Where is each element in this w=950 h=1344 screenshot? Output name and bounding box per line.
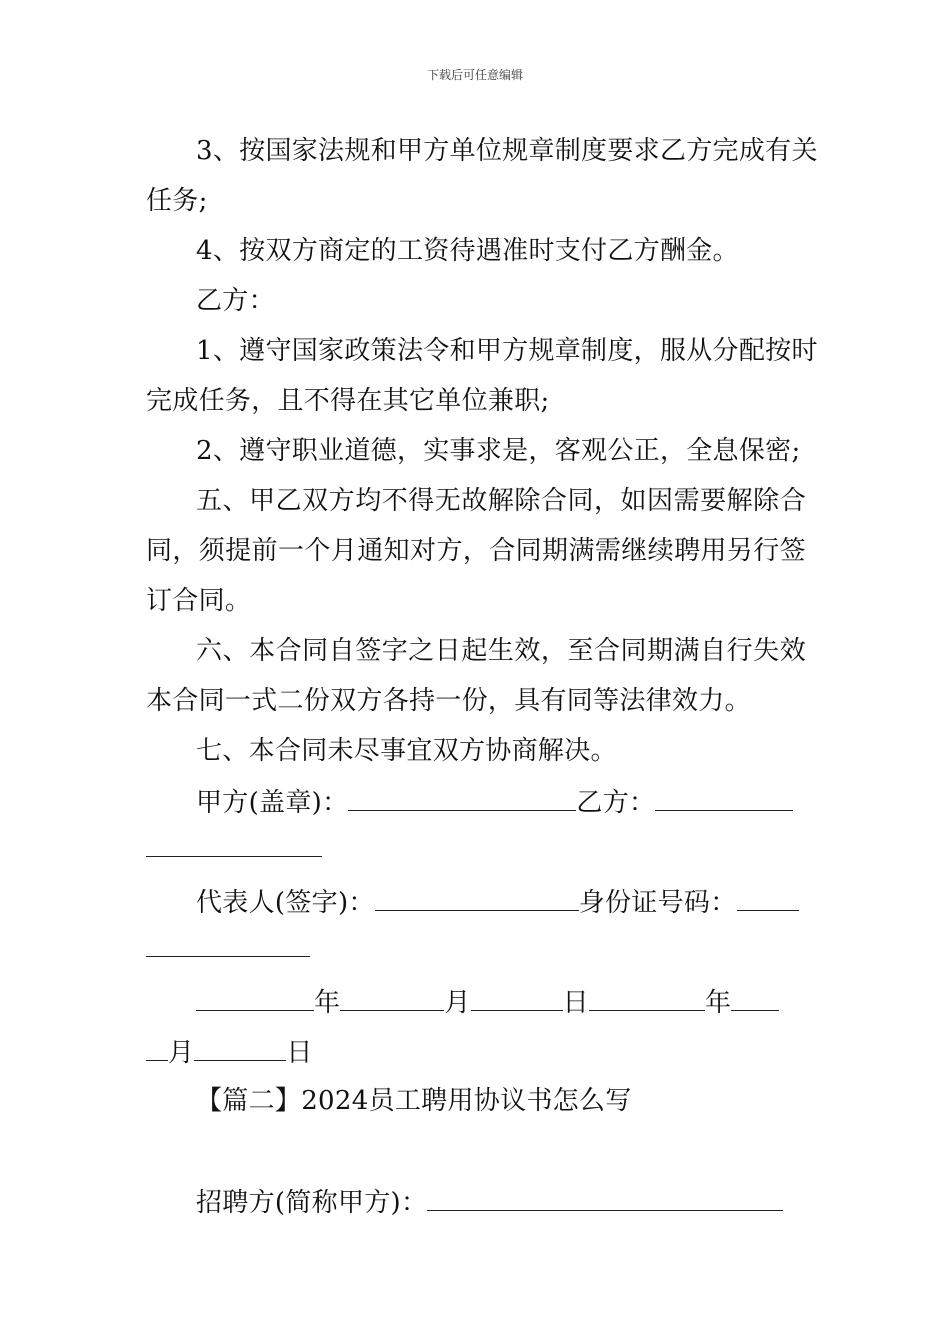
party-b-blank-continued[interactable]: [146, 856, 322, 857]
year-label: 年: [314, 988, 341, 1018]
paragraph-line: 本合同一式二份双方各持一份，具有同等法律效力。: [146, 686, 751, 716]
paragraph-line: 订合同。: [146, 586, 252, 616]
id-number-label: 身份证号码：: [578, 888, 737, 918]
date-line: [196, 986, 806, 1018]
day-label-2: 日: [286, 1038, 313, 1068]
month-blank-2-continued[interactable]: [146, 1036, 168, 1061]
party-b-blank[interactable]: [655, 786, 793, 811]
day-blank[interactable]: [471, 986, 563, 1011]
year-label-2: 年: [704, 988, 732, 1018]
signature-party-line: [196, 786, 806, 818]
year-blank-2[interactable]: [589, 986, 705, 1011]
day-blank-2[interactable]: [194, 1036, 286, 1061]
employer-label: 招聘方(简称甲方)：: [196, 1188, 428, 1218]
paragraph-line: 乙方：: [196, 286, 275, 316]
paragraph-line: 3、按国家法规和甲方单位规章制度要求乙方完成有关: [196, 136, 818, 166]
representative-blank[interactable]: [375, 886, 579, 911]
paragraph-line: 七、本合同未尽事宜双方协商解决。: [196, 736, 617, 766]
id-number-blank-continued[interactable]: [146, 956, 310, 957]
id-number-blank[interactable]: [737, 886, 799, 911]
paragraph-line: 六、本合同自签字之日起生效，至合同期满自行失效: [196, 636, 806, 666]
date-line-continued: [146, 1036, 806, 1068]
party-a-label: 甲方(盖章)：: [196, 788, 349, 818]
month-label: 月: [444, 988, 471, 1018]
paragraph-line: 任务;: [146, 186, 208, 216]
representative-label: 代表人(签字)：: [196, 888, 375, 918]
party-a-blank[interactable]: [348, 786, 576, 811]
month-label-2: 月: [168, 1038, 195, 1068]
paragraph-line: 五、甲乙双方均不得无故解除合同，如因需要解除合: [196, 486, 806, 516]
paragraph-line: 2、遵守职业道德，实事求是，客观公正，全息保密;: [196, 436, 801, 466]
employer-line: [196, 1186, 806, 1218]
paragraph-line: 完成任务，且不得在其它单位兼职;: [146, 386, 550, 416]
signature-representative-line: [196, 886, 806, 918]
month-blank[interactable]: [340, 986, 444, 1011]
paragraph-line: 4、按双方商定的工资待遇准时支付乙方酬金。: [196, 236, 739, 266]
page-header: 下载后可任意编辑: [426, 68, 523, 82]
paragraph-line: 1、遵守国家政策法令和甲方规章制度，服从分配按时: [196, 336, 818, 366]
day-label: 日: [562, 988, 589, 1018]
month-blank-2[interactable]: [731, 986, 779, 1011]
year-blank[interactable]: [196, 986, 314, 1011]
party-b-label: 乙方：: [576, 788, 656, 818]
employer-blank[interactable]: [427, 1186, 783, 1211]
paragraph-line: 同，须提前一个月通知对方，合同期满需继续聘用另行签: [146, 536, 806, 566]
section-title: 【篇二】2024员工聘用协议书怎么写: [196, 1086, 632, 1116]
